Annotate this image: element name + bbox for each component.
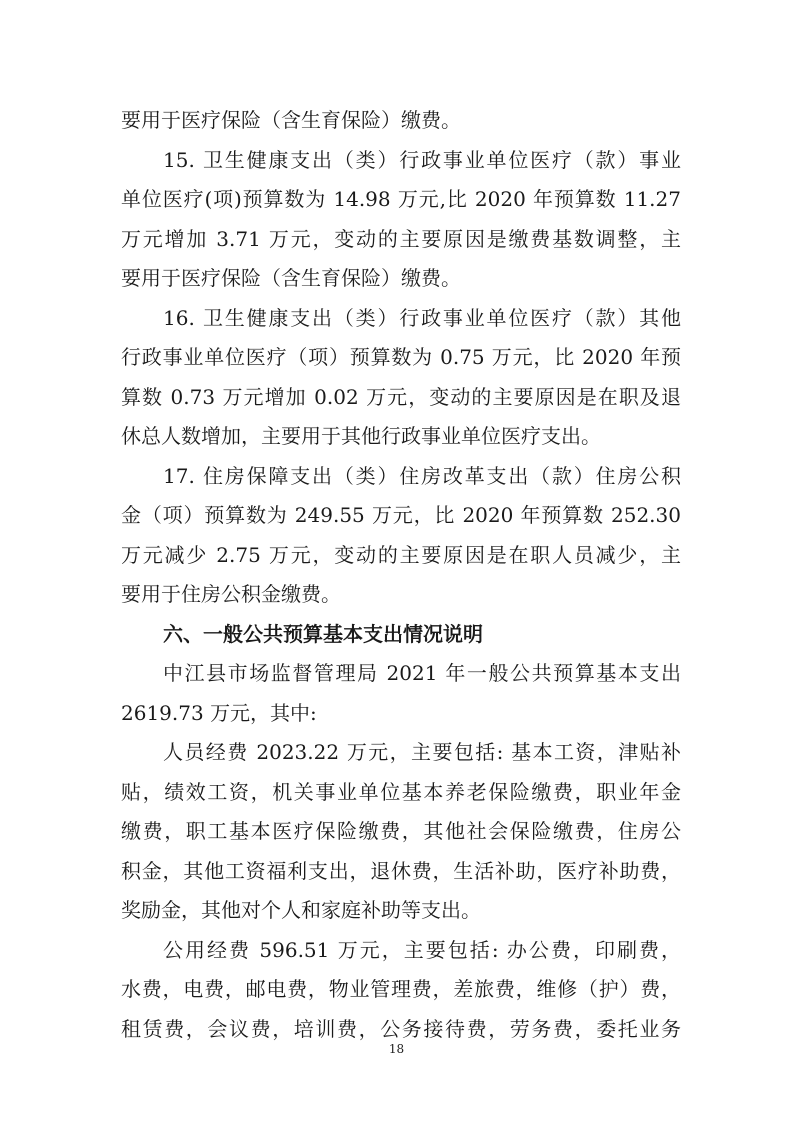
- text-line: 要用于住房公积金缴费。: [121, 582, 341, 606]
- text-line: 行政事业单位医疗（项）预算数为 0.75 万元，比 2020 年预: [121, 345, 681, 369]
- text-line: 租赁费，会议费，培训费，公务接待费，劳务费，委托业务: [121, 1017, 681, 1041]
- text-line: 要用于医疗保险（含生育保险）缴费。: [121, 108, 461, 132]
- text-line: 中江县市场监督管理局 2021 年一般公共预算基本支出: [163, 661, 681, 685]
- text-line: 公用经费 596.51 万元，主要包括: 办公费，印刷费，: [163, 938, 681, 962]
- text-line: 16. 卫生健康支出（类）行政事业单位医疗（款）其他: [163, 306, 681, 330]
- text-line: 17. 住房保障支出（类）住房改革支出（款）住房公积: [163, 464, 681, 488]
- text-line: 2619.73 万元，其中:: [121, 701, 317, 725]
- text-line: 要用于医疗保险（含生育保险）缴费。: [121, 266, 461, 290]
- text-line: 算数 0.73 万元增加 0.02 万元，变动的主要原因是在职及退: [121, 385, 681, 409]
- text-line: 休总人数增加，主要用于其他行政事业单位医疗支出。: [121, 424, 601, 448]
- text-line: 15. 卫生健康支出（类）行政事业单位医疗（款）事业: [163, 148, 681, 172]
- text-line: 万元增加 3.71 万元，变动的主要原因是缴费基数调整，主: [121, 227, 681, 251]
- text-line: 水费，电费，邮电费，物业管理费，差旅费，维修（护）费，: [121, 977, 681, 1001]
- text-line: 单位医疗(项)预算数为 14.98 万元,比 2020 年预算数 11.27: [121, 187, 681, 211]
- text-line: 奖励金，其他对个人和家庭补助等支出。: [121, 898, 481, 922]
- text-line: 贴，绩效工资，机关事业单位基本养老保险缴费，职业年金: [121, 780, 681, 804]
- section-heading: 六、一般公共预算基本支出情况说明: [163, 622, 483, 646]
- text-line: 人员经费 2023.22 万元，主要包括: 基本工资，津贴补: [163, 740, 681, 764]
- page-number: 18: [388, 1042, 405, 1056]
- text-line: 缴费，职工基本医疗保险缴费，其他社会保险缴费，住房公: [121, 819, 681, 843]
- text-line: 金（项）预算数为 249.55 万元，比 2020 年预算数 252.30: [121, 503, 681, 527]
- text-line: 万元减少 2.75 万元，变动的主要原因是在职人员减少，主: [121, 543, 681, 567]
- text-line: 积金，其他工资福利支出，退休费，生活补助，医疗补助费，: [121, 859, 681, 883]
